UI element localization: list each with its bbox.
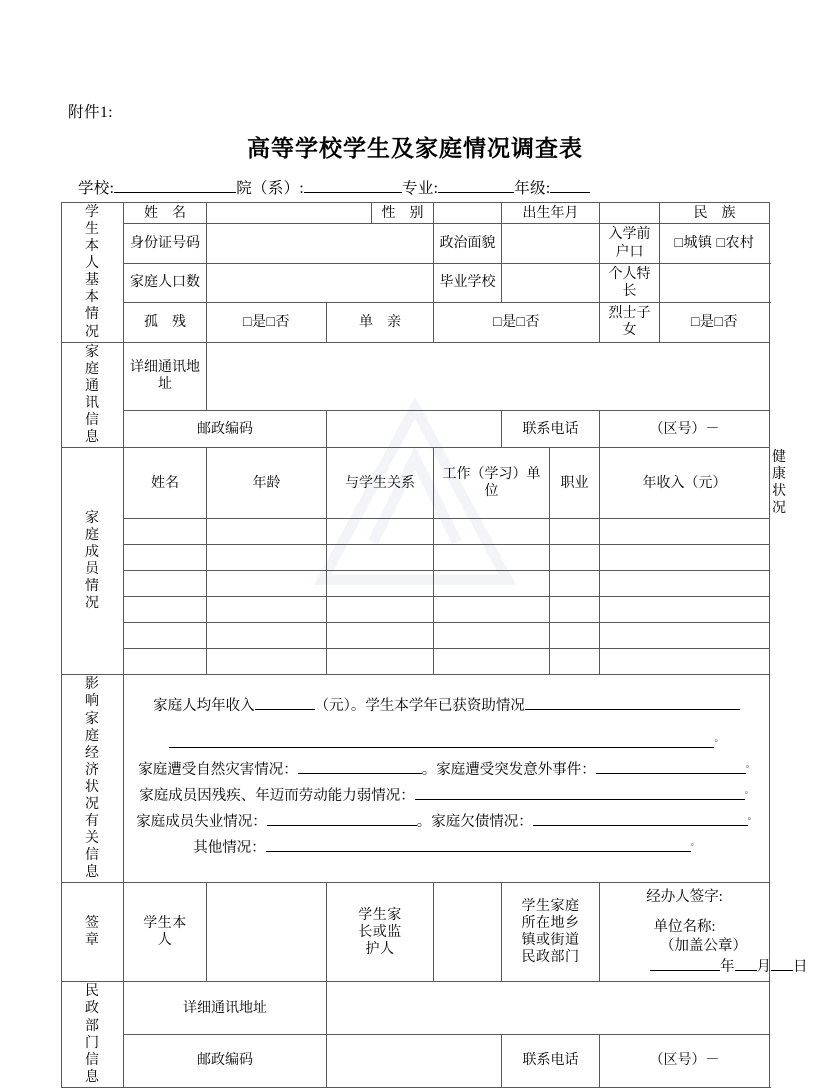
cell-member-name[interactable] (124, 571, 207, 597)
table-row (62, 545, 770, 571)
label-civil-address: 详细通讯地址 (124, 982, 327, 1035)
cell-member-workplace[interactable] (434, 545, 550, 571)
attachment-label: 附件1: (68, 104, 114, 121)
label-civil-dept-signature: 学生家庭所在地乡镇或街道民政部门 (502, 883, 600, 982)
table-row (62, 263, 770, 302)
cell-member-relation[interactable] (327, 545, 434, 571)
input-student-name[interactable] (207, 203, 372, 224)
section-label-signature: 签章 (62, 883, 124, 982)
major-field-label: 专业: (402, 180, 439, 197)
cell-member-income[interactable] (600, 649, 770, 675)
label-aid-received: （元）。学生本学年已获资助情况 (314, 697, 525, 714)
cell-member-relation[interactable] (327, 649, 434, 675)
cell-member-name[interactable] (124, 649, 207, 675)
economic-line-3: 家庭遭受自然灾害情况： 。家庭遭受突发意外事件： 。 (138, 758, 755, 778)
label-official-seal: （加盖公章） (660, 937, 747, 954)
label-gender: 性 别 (372, 203, 434, 224)
input-debt[interactable] (533, 811, 748, 826)
label-single-parent: 单 亲 (327, 303, 434, 342)
cell-member-occupation[interactable] (550, 571, 600, 597)
input-civil-phone[interactable]: （区号）－ (600, 1035, 770, 1088)
table-row (62, 1035, 770, 1088)
table-row (62, 649, 770, 675)
cell-member-name[interactable] (124, 545, 207, 571)
cell-member-relation[interactable] (327, 597, 434, 623)
school-info-line (78, 176, 778, 198)
input-accident[interactable] (596, 759, 746, 774)
section-label-civil-affairs: 民政部门信息 (62, 982, 124, 1087)
major-input-blank[interactable] (438, 177, 514, 193)
input-orphan-options[interactable]: □是□否 (207, 303, 327, 342)
cell-member-age[interactable] (207, 545, 327, 571)
input-family-phone[interactable]: （区号）－ (600, 411, 770, 448)
cell-member-occupation[interactable] (550, 545, 600, 571)
section-label-family-contact: 家庭通讯信息 (62, 342, 124, 447)
column-header-member-age: 年龄 (207, 448, 327, 519)
label-civil-postcode: 邮政编码 (124, 1035, 327, 1088)
label-id-number: 身份证号码 (124, 224, 207, 263)
cell-member-income[interactable] (600, 545, 770, 571)
table-row (62, 982, 770, 1035)
input-birth-date[interactable] (600, 203, 660, 224)
college-field-label: 院（系）: (236, 180, 305, 197)
cell-member-relation[interactable] (327, 623, 434, 649)
table-row (62, 303, 770, 342)
input-personal-specialty[interactable] (660, 263, 770, 302)
label-student-name: 姓 名 (124, 203, 207, 224)
table-row: 家庭成员情况 姓名 年龄 与学生关系 工作（学习）单位 职业 年收入（元） 健康状况 (62, 448, 770, 519)
table-row (62, 224, 770, 263)
cell-member-workplace[interactable] (434, 571, 550, 597)
input-gender[interactable] (434, 203, 502, 224)
input-disaster[interactable] (298, 759, 422, 774)
input-single-parent-options[interactable]: □是□否 (434, 303, 600, 342)
label-personal-specialty: 个人特长 (600, 263, 660, 302)
cell-member-name[interactable] (124, 519, 207, 545)
input-guardian-signature[interactable] (434, 883, 502, 982)
input-year[interactable] (650, 957, 720, 971)
economic-line-6: 其他情况： 。 (193, 836, 700, 856)
cell-member-age[interactable] (207, 597, 327, 623)
section-label-family-members: 家庭成员情况 (62, 448, 124, 675)
label-guardian-signature: 学生家长或监护人 (327, 883, 434, 982)
label-graduate-school: 毕业学校 (434, 263, 502, 302)
column-header-member-workplace: 工作（学习）单位 (434, 448, 550, 519)
signature-seal-box[interactable] (600, 883, 808, 982)
cell-member-workplace[interactable] (434, 649, 550, 675)
input-student-signature[interactable] (207, 883, 327, 982)
cell-member-occupation[interactable] (550, 597, 600, 623)
section-label-student-basic: 学生本人基本情况 (62, 203, 124, 343)
column-header-member-name: 姓名 (124, 448, 207, 519)
table-row (62, 675, 770, 883)
label-hukou: 入学前户口 (600, 224, 660, 263)
input-civil-postcode[interactable] (327, 1035, 502, 1088)
input-month[interactable] (735, 957, 757, 971)
economic-line-2: 。 (126, 733, 767, 759)
cell-member-workplace[interactable] (434, 597, 550, 623)
label-unemployment: 家庭成员失业情况： (136, 813, 267, 830)
column-header-member-income: 年收入（元） (600, 448, 770, 519)
cell-member-workplace[interactable] (434, 623, 550, 649)
label-avg-income: 家庭人均年收入 (153, 697, 255, 714)
label-unit-name: 单位名称: (653, 918, 716, 935)
label-disaster: 家庭遭受自然灾害情况： (138, 761, 298, 778)
table-row (62, 203, 770, 224)
cell-member-age[interactable] (207, 623, 327, 649)
cell-member-workplace[interactable] (434, 519, 550, 545)
column-header-member-relation: 与学生关系 (327, 448, 434, 519)
grade-input-blank[interactable] (550, 177, 590, 193)
table-row (62, 411, 770, 448)
label-family-postcode: 邮政编码 (124, 411, 327, 448)
economic-info-content (124, 675, 770, 883)
input-aid-received-cont[interactable] (169, 733, 714, 748)
economic-line-1 (126, 695, 767, 733)
label-handler-signature: 经办人签字: (646, 888, 723, 905)
input-avg-income[interactable] (255, 695, 315, 710)
table-row (62, 342, 770, 410)
cell-member-income[interactable] (600, 571, 770, 597)
label-martyr-child: 烈士子女 (600, 303, 660, 342)
input-martyr-options[interactable]: □是□否 (660, 303, 770, 342)
input-family-size[interactable] (207, 263, 434, 302)
label-ethnicity: 民 族 (660, 203, 770, 224)
input-day[interactable] (771, 957, 793, 971)
table-row (62, 623, 770, 649)
page-title: 高等学校学生及家庭情况调查表 (247, 136, 583, 161)
cell-member-occupation[interactable] (550, 649, 600, 675)
label-orphan: 孤 残 (124, 303, 207, 342)
section-label-economic-info: 影响家庭经济状况有关信息 (62, 675, 124, 883)
college-input-blank[interactable] (304, 177, 402, 193)
input-hukou-options[interactable]: □城镇 □农村 (660, 224, 770, 263)
cell-member-name[interactable] (124, 597, 207, 623)
cell-member-income[interactable] (600, 623, 770, 649)
cell-member-income[interactable] (600, 519, 770, 545)
grade-field-label: 年级: (514, 180, 551, 197)
cell-member-occupation[interactable] (550, 623, 600, 649)
cell-member-age[interactable] (207, 649, 327, 675)
cell-member-age[interactable] (207, 519, 327, 545)
input-aid-received[interactable] (525, 695, 740, 710)
table-row (62, 883, 770, 982)
input-family-postcode[interactable] (327, 411, 502, 448)
school-input-blank[interactable] (114, 177, 236, 193)
date-line[interactable]: 年 月 日 (602, 957, 767, 977)
cell-member-occupation[interactable] (550, 519, 600, 545)
label-student-signature: 学生本人 (124, 883, 207, 982)
input-other[interactable] (266, 837, 691, 852)
table-row (62, 597, 770, 623)
input-graduate-school[interactable] (502, 263, 600, 302)
economic-line-5: 家庭成员失业情况： 。家庭欠债情况： 。 (136, 810, 757, 830)
cell-member-relation[interactable] (327, 571, 434, 597)
column-header-member-occupation: 职业 (550, 448, 600, 519)
label-civil-phone: 联系电话 (502, 1035, 600, 1088)
input-disability[interactable] (415, 785, 745, 800)
label-other: 其他情况： (193, 839, 266, 856)
label-political-status: 政治面貌 (434, 224, 502, 263)
cell-member-name[interactable] (124, 623, 207, 649)
label-birth-date: 出生年月 (502, 203, 600, 224)
input-id-number[interactable] (207, 224, 434, 263)
table-row (62, 571, 770, 597)
school-field-label: 学校: (78, 180, 115, 197)
cell-member-age[interactable] (207, 571, 327, 597)
cell-member-income[interactable] (600, 597, 770, 623)
input-unemployment[interactable] (267, 811, 417, 826)
economic-line-4: 家庭成员因残疾、年迈而劳动能力弱情况： 。 (139, 784, 754, 804)
label-family-phone: 联系电话 (502, 411, 600, 448)
label-family-address: 详细通讯地址 (124, 342, 207, 410)
input-political-status[interactable] (502, 224, 600, 263)
input-family-address[interactable] (207, 342, 770, 410)
label-disability: 家庭成员因残疾、年迈而劳动能力弱情况： (139, 787, 415, 804)
label-debt: 。家庭欠债情况： (416, 813, 533, 830)
cell-member-relation[interactable] (327, 519, 434, 545)
input-civil-address[interactable] (327, 982, 770, 1035)
survey-form-table (61, 202, 808, 1088)
table-row (62, 519, 770, 545)
label-accident: 。家庭遭受突发意外事件： (421, 761, 596, 778)
label-family-size: 家庭人口数 (124, 263, 207, 302)
